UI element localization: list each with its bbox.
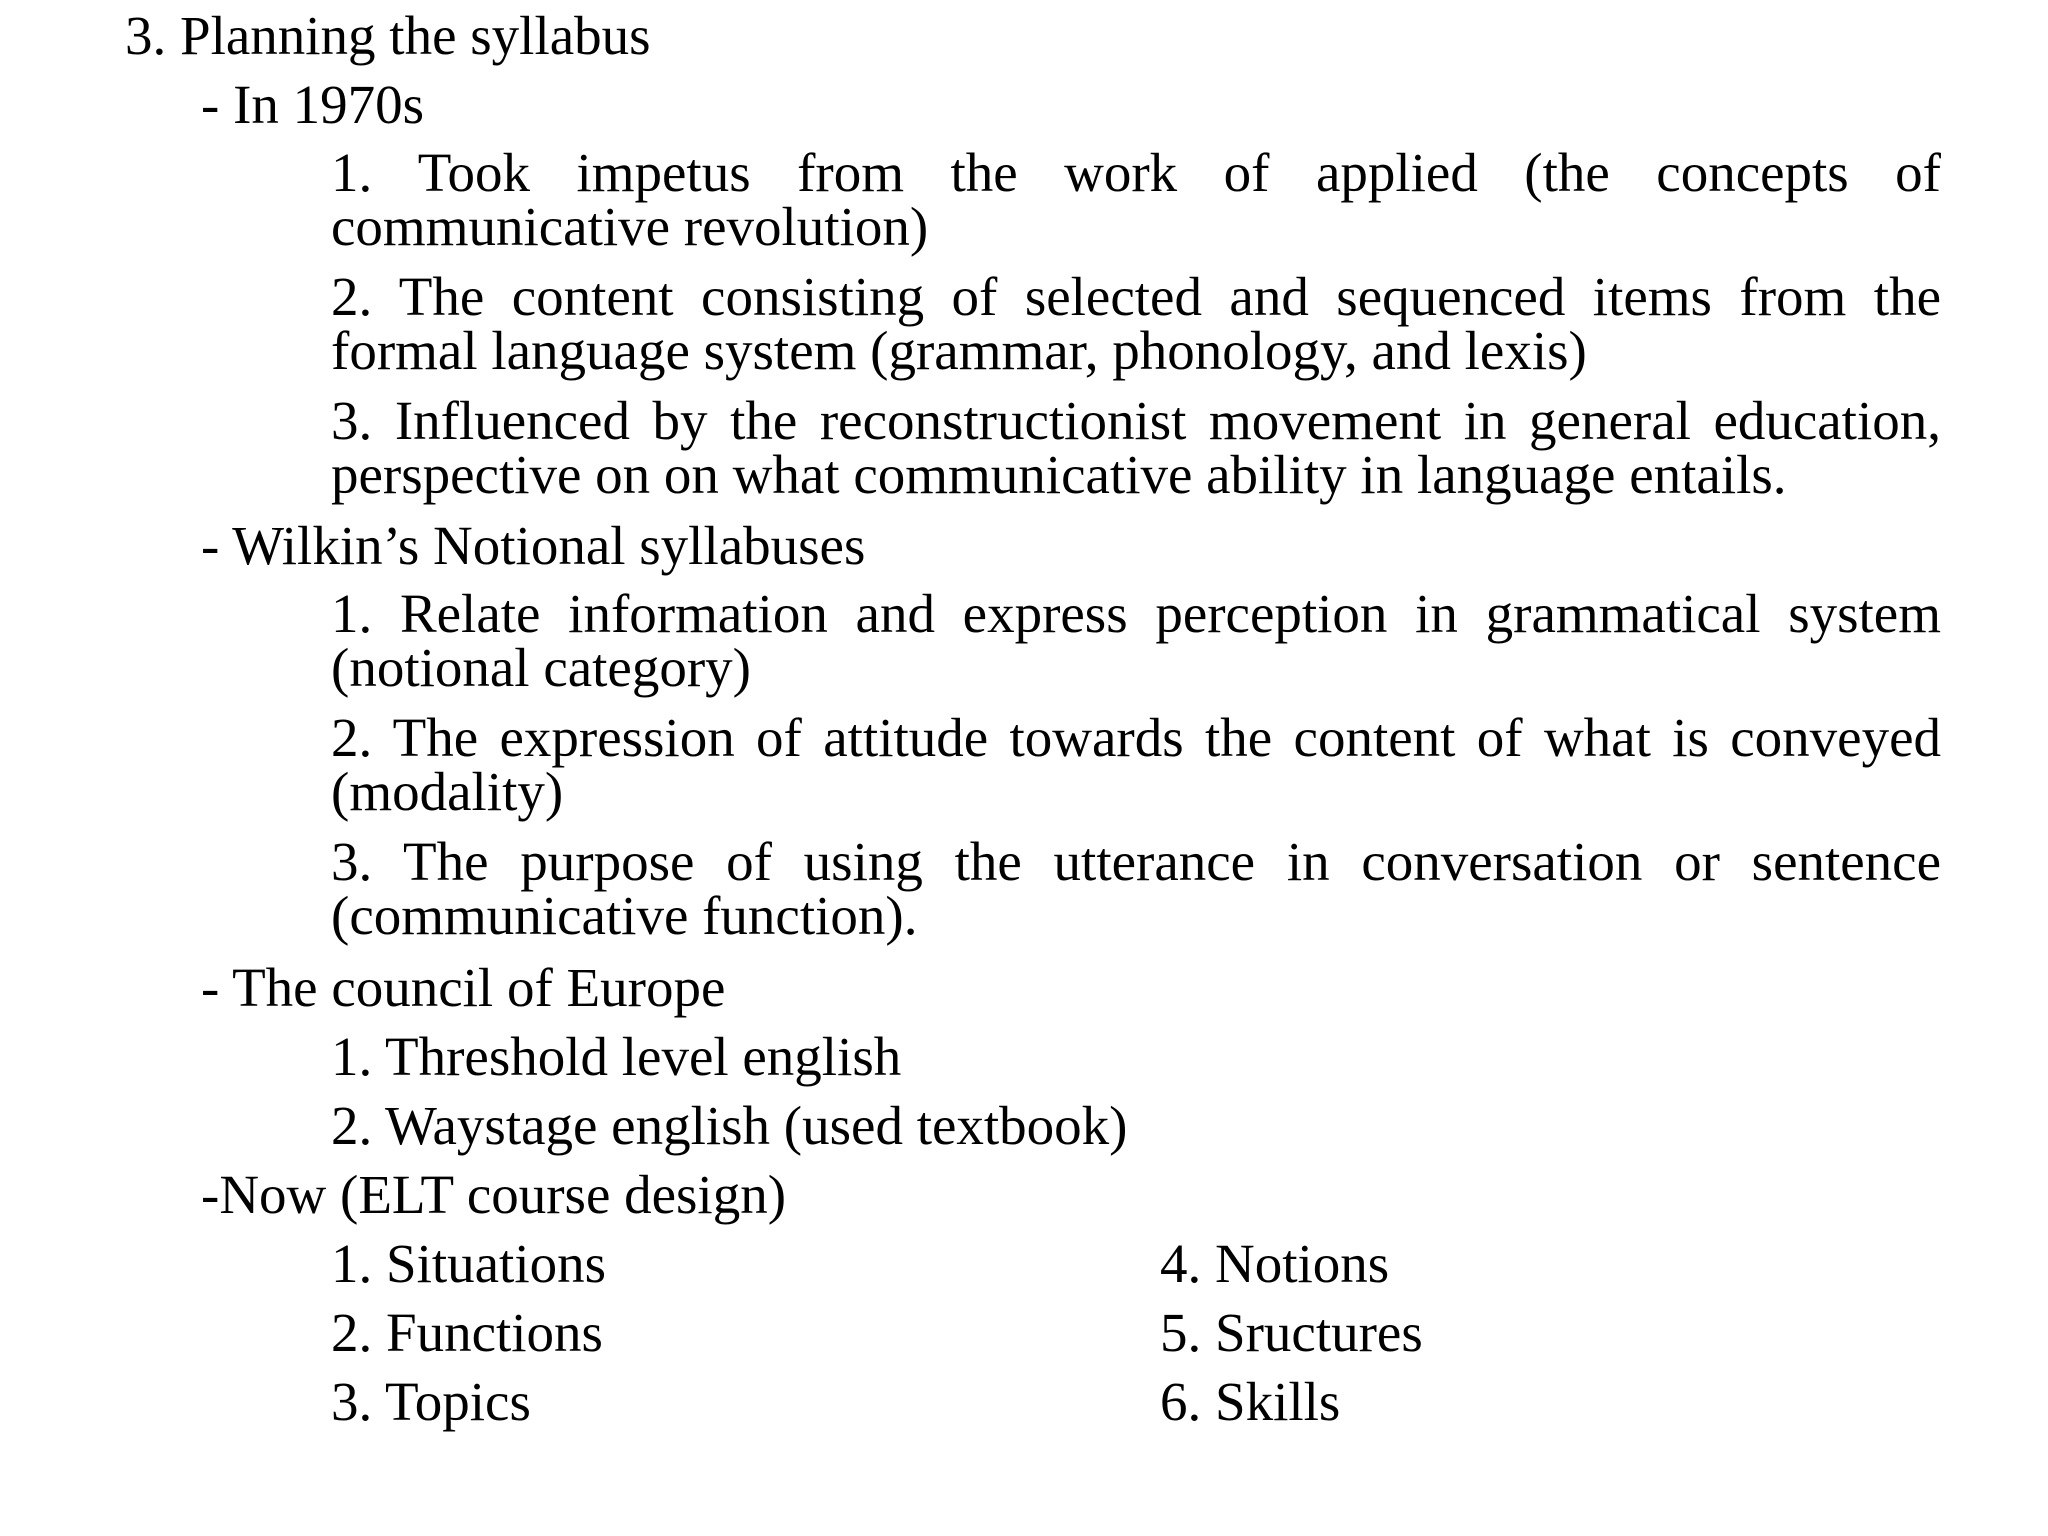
section-label-council-of-europe: - The council of Europe (201, 957, 726, 1018)
list-item: 1. Threshold level english (331, 1026, 902, 1087)
list-item: 2. The content consisting of selected and sequenced items from the formal language system (grammar, phonology, and lexis) (331, 266, 1941, 381)
list-item: 4. Notions (1160, 1233, 1390, 1294)
list-item: 1. Took impetus from the work of applied (the concepts of communicative revolution) (331, 142, 1941, 257)
list-item: 1. Situations (331, 1233, 607, 1294)
list-item: 3. Topics (331, 1371, 531, 1432)
section-heading: 3. Planning the syllabus (125, 5, 651, 66)
list-item: 3. The purpose of using the utterance in conversation or sentence (communicative function). (331, 831, 1941, 946)
list-item: 3. Influenced by the reconstructionist movement in general education, perspective on on what communicative ability in language entails. (331, 390, 1941, 505)
section-label-elt-course-design: -Now (ELT course design) (201, 1164, 787, 1225)
list-item: 6. Skills (1160, 1371, 1341, 1432)
list-item: 2. The expression of attitude towards the content of what is conveyed (modality) (331, 707, 1941, 822)
list-item: 1. Relate information and express perception in grammatical system (notional category) (331, 583, 1941, 698)
list-item: 2. Waystage english (used textbook) (331, 1095, 1128, 1156)
section-label-1970s: - In 1970s (201, 74, 425, 135)
list-item: 5. Sructures (1160, 1302, 1423, 1363)
list-item: 2. Functions (331, 1302, 603, 1363)
section-label-notional-syllabuses: - Wilkin’s Notional syllabuses (201, 515, 866, 576)
